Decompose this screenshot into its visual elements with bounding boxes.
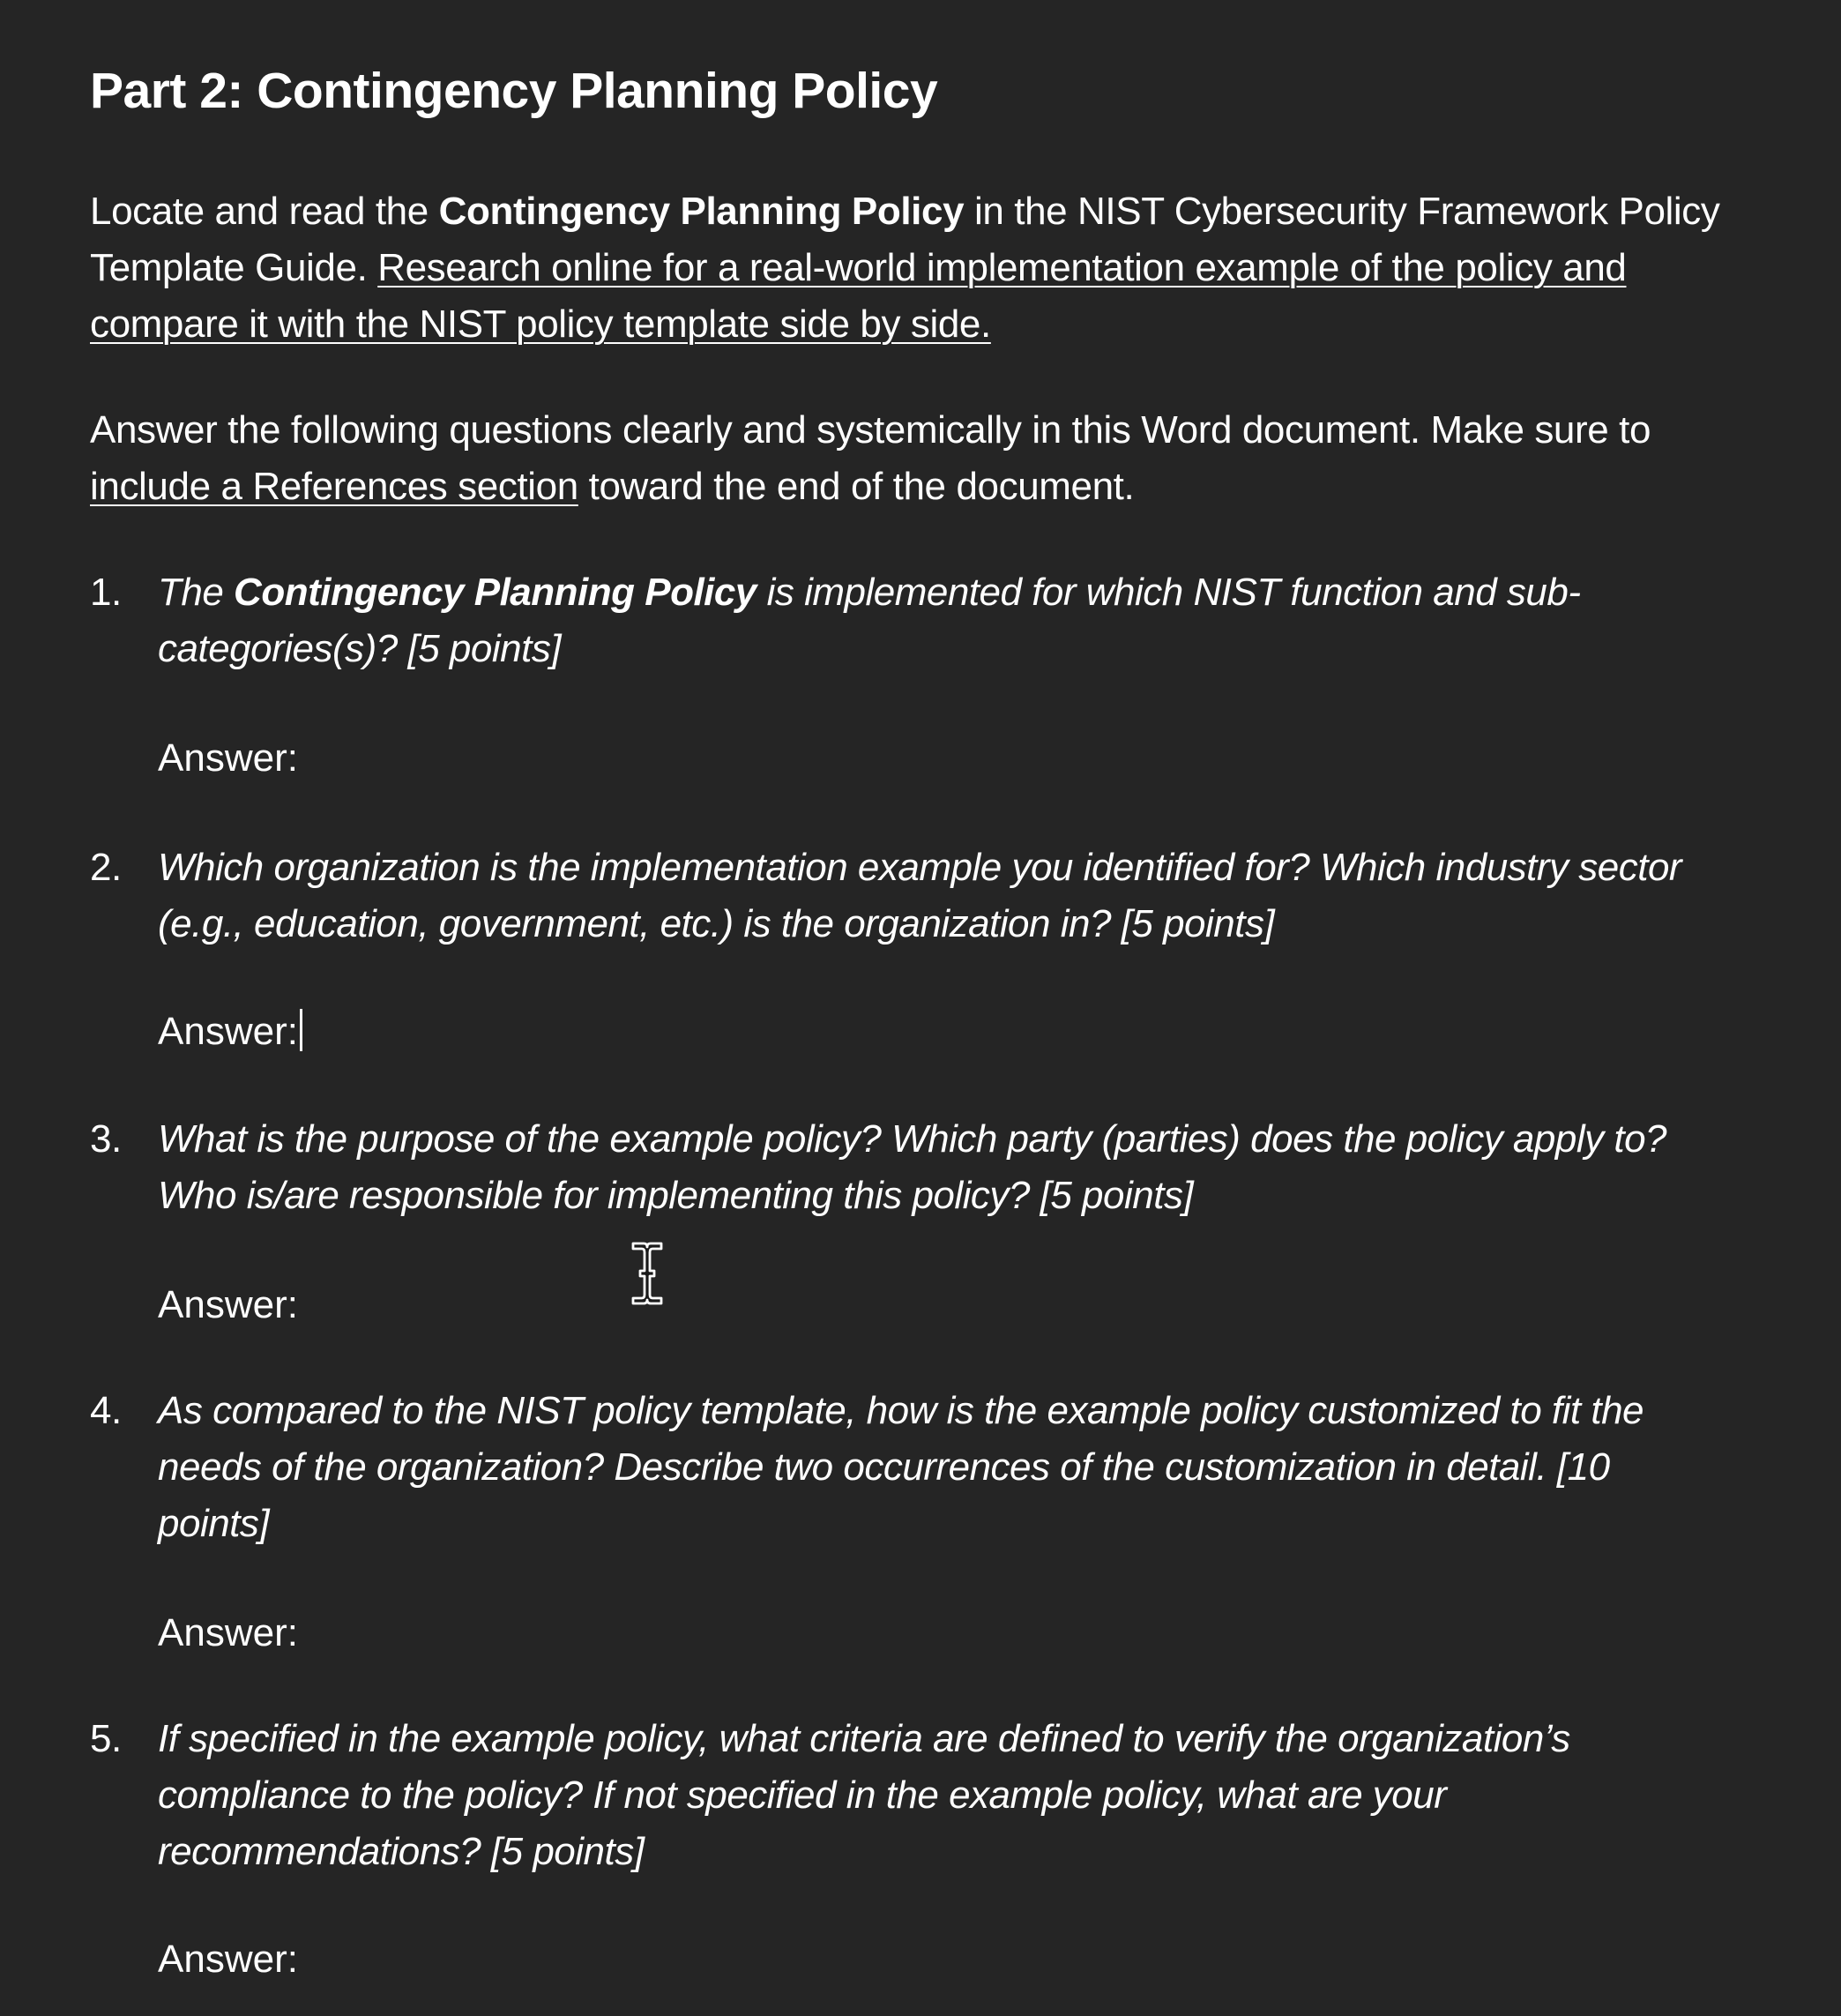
intro-line-2: Template Guide. Research online for a real-world implementation example of the policy and [90,246,1627,289]
ibeam-cursor-icon [628,1240,667,1307]
question-number: 5. [90,1717,122,1760]
instructions-paragraph [90,402,1651,515]
instructions-line-1: Answer the following questions clearly and systemically in this Word document. Make sure to [90,408,1651,452]
question-number: 2. [90,846,122,889]
answer-field-1[interactable]: Answer: [158,736,298,780]
question-number: 1. [90,571,122,614]
intro-line-3: compare it with the NIST policy template side by side. [90,302,991,346]
instructions-line-2: include a References section toward the end of the document. [90,465,1135,508]
references-instruction-underlined: include a References section [90,465,578,508]
question-text: The Contingency Planning Policy is implemented for which NIST function and sub- categories(s)? [5 points] [158,571,1581,670]
intro-paragraph [90,183,1720,353]
research-instruction-underlined: Research online for a real-world implementation example of the policy and [377,246,1627,289]
answer-field-5[interactable]: Answer: [158,1938,298,1981]
question-number: 4. [90,1389,122,1432]
question-number: 3. [90,1117,122,1161]
answer-field-4[interactable]: Answer: [158,1611,298,1654]
answer-field-3[interactable]: Answer: [158,1283,298,1326]
question-text: As compared to the NIST policy template, how is the example policy customized to fit the needs of the organization? Describe two occurrences of the customization in detail. [10 points] [158,1389,1644,1545]
answer-field-2[interactable]: Answer: [158,1004,302,1060]
text-caret [300,1009,302,1051]
page-title: Part 2: Contingency Planning Policy [90,63,938,119]
intro-line-1: Locate and read the Contingency Planning Policy in the NIST Cybersecurity Framework Policy [90,190,1720,233]
policy-name-bold: Contingency Planning Policy [438,190,965,233]
question-text: Which organization is the implementation example you identified for? Which industry sector (e.g., education, government, etc.) is the organization in? [5 points] [158,846,1682,945]
question-text: What is the purpose of the example policy? Which party (parties) does the policy apply to? Who is/are responsible for implementing this policy? [5 points] [158,1117,1667,1217]
question-text: If specified in the example policy, what criteria are defined to verify the organization’s compliance to the policy? If not specified in the example policy, what are your recommendations? [5 points] [158,1717,1570,1873]
